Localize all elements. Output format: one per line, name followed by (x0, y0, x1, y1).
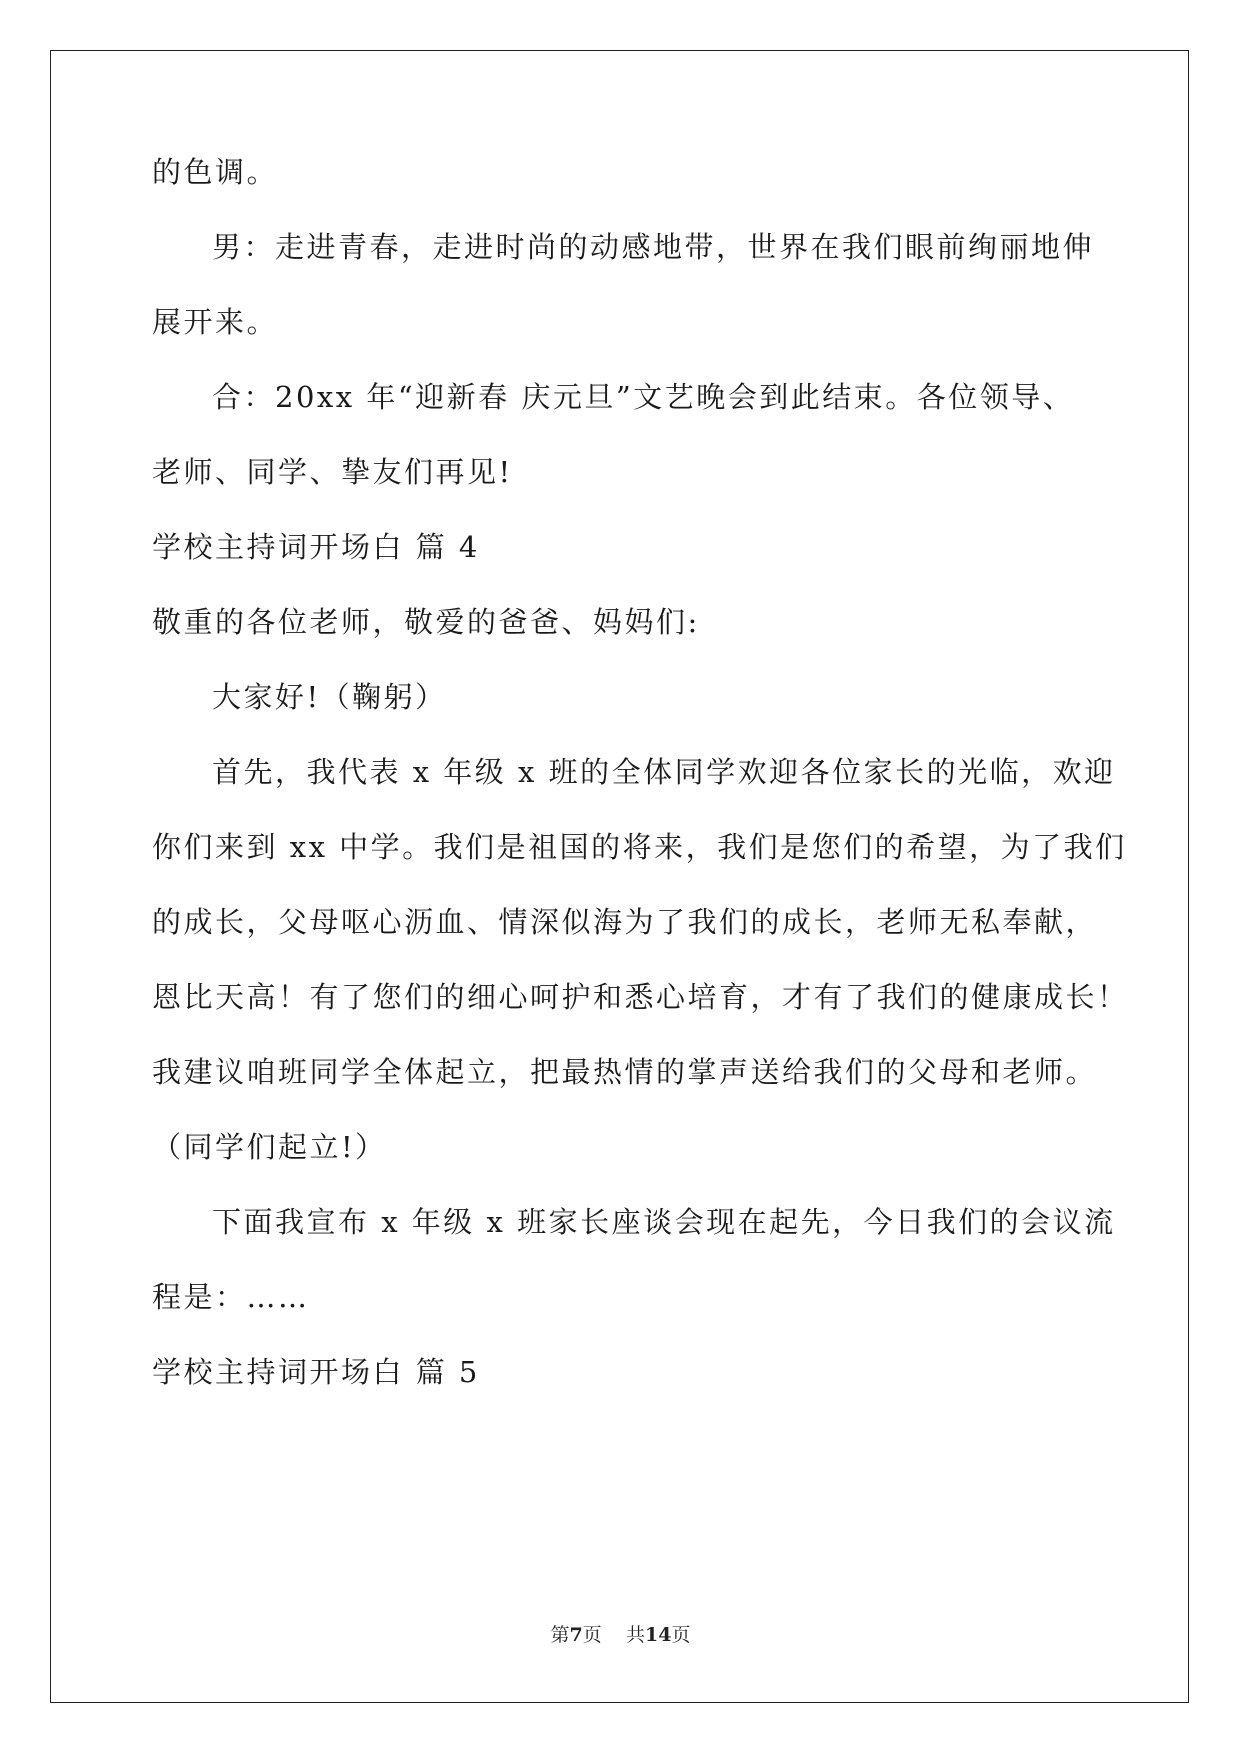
paragraph-line: 合：20xx 年“迎新春 庆元旦”文艺晚会到此结束。各位领导、 (212, 380, 1075, 414)
total-pages: 14 (644, 1624, 672, 1646)
paragraph-line: 展开来。 (152, 305, 279, 339)
section-heading: 学校主持词开场白 篇 4 (152, 530, 480, 564)
paragraph-line: 你们来到 xx 中学。我们是祖国的将来，我们是您们的希望，为了我们 (152, 830, 1127, 864)
paragraph-line: 我建议咱班同学全体起立，把最热情的掌声送给我们的父母和老师。 (152, 1055, 1098, 1089)
paragraph-line: 老师、同学、挚友们再见! (152, 455, 513, 489)
paragraph-line: 男：走进青春，走进时尚的动感地带，世界在我们眼前绚丽地伸 (212, 230, 1095, 264)
paragraph-line: 的色调。 (152, 155, 279, 189)
page-border (50, 50, 1189, 1703)
total-suffix: 页 (671, 1624, 691, 1646)
paragraph-line: 下面我宣布 x 年级 x 班家长座谈会现在起先，今日我们的会议流 (212, 1205, 1116, 1239)
page-footer (0, 1622, 1241, 1648)
paragraph-line: 的成长，父母呕心沥血、情深似海为了我们的成长，老师无私奉献， (152, 905, 1098, 939)
paragraph-line: 首先，我代表 x 年级 x 班的全体同学欢迎各位家长的光临，欢迎 (212, 755, 1116, 789)
total-prefix: 共 (625, 1624, 645, 1646)
salutation: 敬重的各位老师，敬爱的爸爸、妈妈们: (152, 605, 700, 639)
paragraph-line: 大家好!（鞠躬） (212, 680, 447, 714)
page-suffix: 页 (582, 1624, 602, 1646)
section-heading: 学校主持词开场白 篇 5 (152, 1355, 480, 1389)
page-prefix: 第 (550, 1624, 570, 1646)
paragraph-line: （同学们起立!） (152, 1130, 387, 1164)
paragraph-line: 程是：…… (152, 1280, 310, 1314)
page-number: 7 (569, 1624, 583, 1646)
paragraph-line: 恩比天高！有了您们的细心呵护和悉心培育，才有了我们的健康成长！ (152, 980, 1129, 1014)
